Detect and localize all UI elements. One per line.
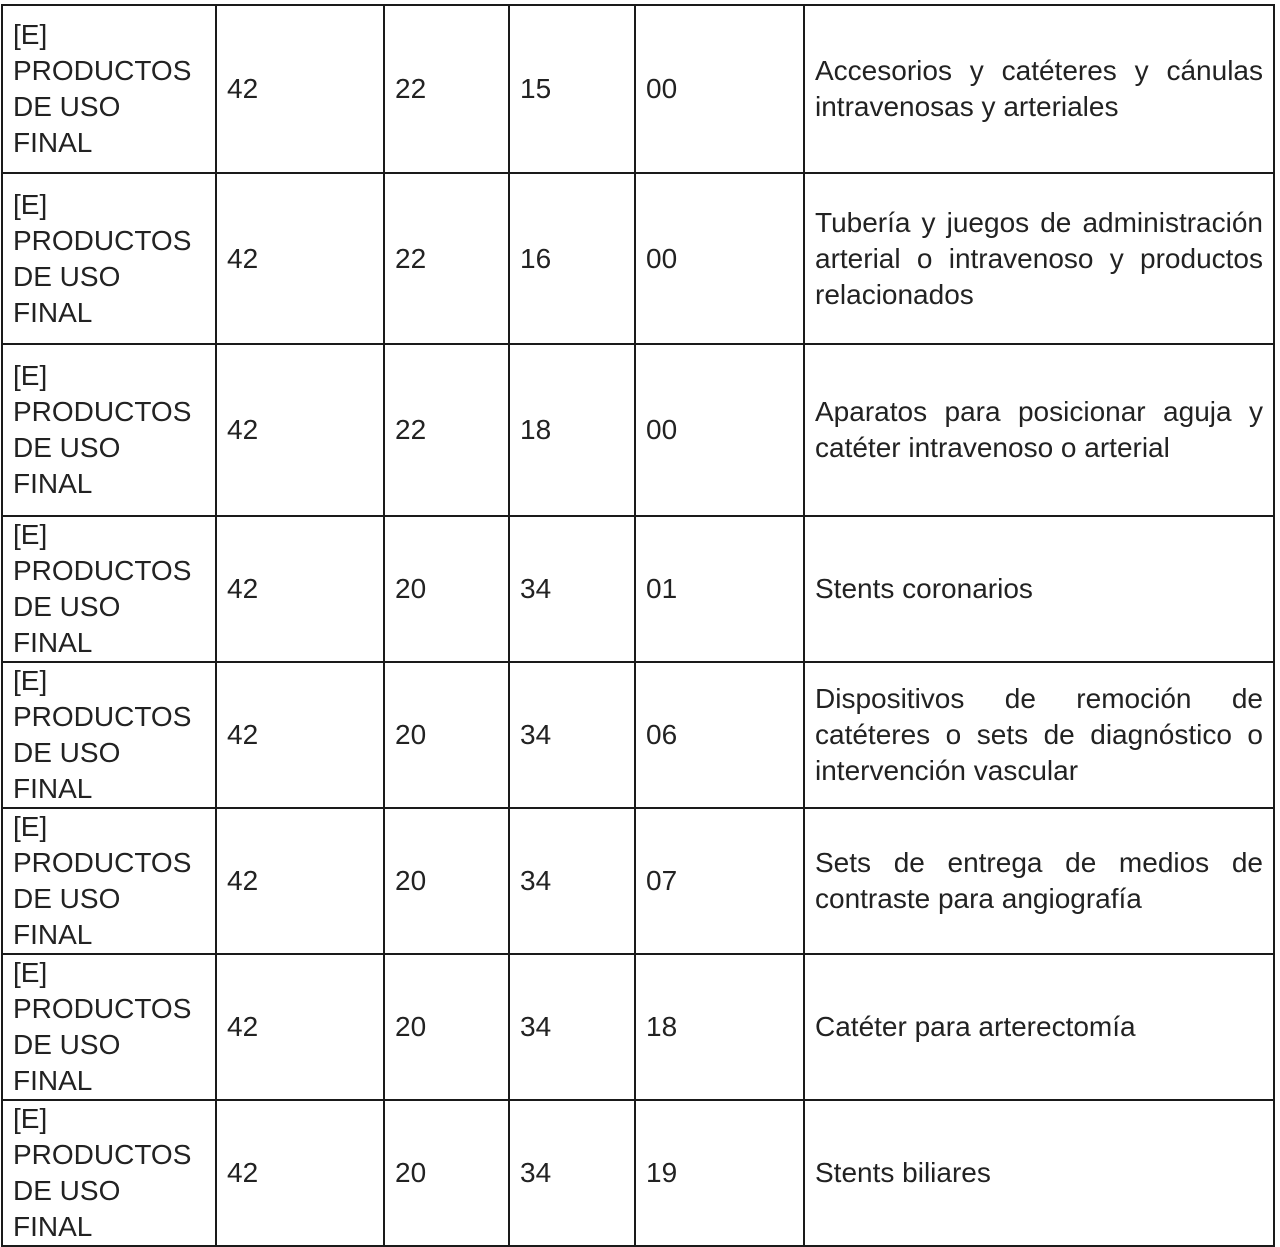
- segment-label-line2: DE USO FINAL: [13, 591, 121, 658]
- family-number-cell: 22: [384, 5, 509, 173]
- segment-label-line2: DE USO FINAL: [13, 737, 121, 804]
- description-text: Stents biliares: [815, 1157, 991, 1188]
- product-number-cell: 00: [635, 173, 804, 344]
- segment-label-line1: PRODUCTOS: [13, 555, 192, 586]
- segment-code: [E]: [13, 957, 48, 988]
- segment-code: [E]: [13, 188, 48, 220]
- product-number-cell: 00: [635, 5, 804, 173]
- product-number-cell: 07: [635, 808, 804, 954]
- class-number-cell: 34: [509, 808, 635, 954]
- segment-code: [E]: [13, 665, 48, 696]
- table-row: [2, 662, 1274, 808]
- table-row: [2, 954, 1274, 1100]
- segment-label-line2: DE USO FINAL: [13, 883, 121, 950]
- segment-cell: [2, 516, 216, 662]
- description-text: Tubería y juegos de administración arterial o intravenoso y productos relacionados: [815, 206, 1263, 310]
- product-number-cell: 18: [635, 954, 804, 1100]
- segment-label-line2: DE USO FINAL: [13, 1029, 121, 1096]
- segment-label-line1: PRODUCTOS: [13, 993, 192, 1024]
- segment-cell: [2, 1100, 216, 1246]
- class-number-cell: 34: [509, 662, 635, 808]
- table-row: [2, 516, 1274, 662]
- segment-cell: [2, 954, 216, 1100]
- product-number-cell: 19: [635, 1100, 804, 1246]
- segment-label-line2: DE USO FINAL: [13, 1175, 121, 1242]
- description-cell: [804, 808, 1274, 954]
- segment-number-cell: 42: [216, 173, 384, 344]
- description-cell: [804, 954, 1274, 1100]
- description-cell: [804, 5, 1274, 173]
- segment-code: [E]: [13, 519, 48, 550]
- table-row: [2, 344, 1274, 516]
- segment-number-cell: 42: [216, 5, 384, 173]
- description-text: Accesorios y catéteres y cánulas intravenosas y arteriales: [815, 55, 1263, 122]
- segment-label-line2: DE USO FINAL: [13, 432, 121, 499]
- family-number-cell: 22: [384, 173, 509, 344]
- description-cell: [804, 662, 1274, 808]
- family-number-cell: 20: [384, 808, 509, 954]
- family-number-cell: 20: [384, 1100, 509, 1246]
- product-number-cell: 00: [635, 344, 804, 516]
- table-row: [2, 1100, 1274, 1246]
- segment-number-cell: 42: [216, 1100, 384, 1246]
- segment-label-line1: PRODUCTOS: [13, 396, 192, 427]
- family-number-cell: 22: [384, 344, 509, 516]
- segment-code: [E]: [13, 19, 48, 50]
- segment-number-cell: 42: [216, 344, 384, 516]
- family-number-cell: 20: [384, 662, 509, 808]
- table-row: [2, 173, 1274, 344]
- segment-code: [E]: [13, 811, 48, 842]
- description-text: Catéter para arterectomía: [815, 1011, 1136, 1042]
- table-row: [2, 808, 1274, 954]
- description-cell: [804, 344, 1274, 516]
- product-number-cell: 01: [635, 516, 804, 662]
- segment-label-line1: PRODUCTOS: [13, 224, 192, 256]
- class-number-cell: 34: [509, 516, 635, 662]
- family-number-cell: 20: [384, 516, 509, 662]
- description-text: Dispositivos de remoción de catéteres o sets de diagnóstico o intervención vascular: [815, 683, 1263, 786]
- class-number-cell: 15: [509, 5, 635, 173]
- segment-label-line1: PRODUCTOS: [13, 55, 192, 86]
- class-number-cell: 16: [509, 173, 635, 344]
- description-text: Stents coronarios: [815, 573, 1033, 604]
- class-number-cell: 34: [509, 954, 635, 1100]
- description-text: Sets de entrega de medios de contraste para angiografía: [815, 847, 1263, 914]
- segment-number-cell: 42: [216, 808, 384, 954]
- table-row: [2, 5, 1274, 173]
- product-code-table: [1, 4, 1275, 1247]
- family-number-cell: 20: [384, 954, 509, 1100]
- segment-cell: [2, 808, 216, 954]
- segment-label-line1: PRODUCTOS: [13, 1139, 192, 1170]
- segment-cell: [2, 662, 216, 808]
- description-cell: [804, 516, 1274, 662]
- segment-cell: [2, 5, 216, 173]
- segment-cell: [2, 344, 216, 516]
- product-number-cell: 06: [635, 662, 804, 808]
- segment-number-cell: 42: [216, 662, 384, 808]
- description-cell: [804, 173, 1274, 344]
- segment-number-cell: 42: [216, 516, 384, 662]
- segment-number-cell: 42: [216, 954, 384, 1100]
- segment-code: [E]: [13, 1103, 48, 1134]
- segment-label-line2: DE USO FINAL: [13, 260, 121, 328]
- segment-code: [E]: [13, 360, 48, 391]
- segment-cell: [2, 173, 216, 344]
- segment-label-line2: DE USO FINAL: [13, 91, 121, 158]
- description-text: Aparatos para posicionar aguja y catéter intravenoso o arterial: [815, 396, 1263, 463]
- segment-label-line1: PRODUCTOS: [13, 847, 192, 878]
- description-cell: [804, 1100, 1274, 1246]
- segment-label-line1: PRODUCTOS: [13, 701, 192, 732]
- class-number-cell: 34: [509, 1100, 635, 1246]
- class-number-cell: 18: [509, 344, 635, 516]
